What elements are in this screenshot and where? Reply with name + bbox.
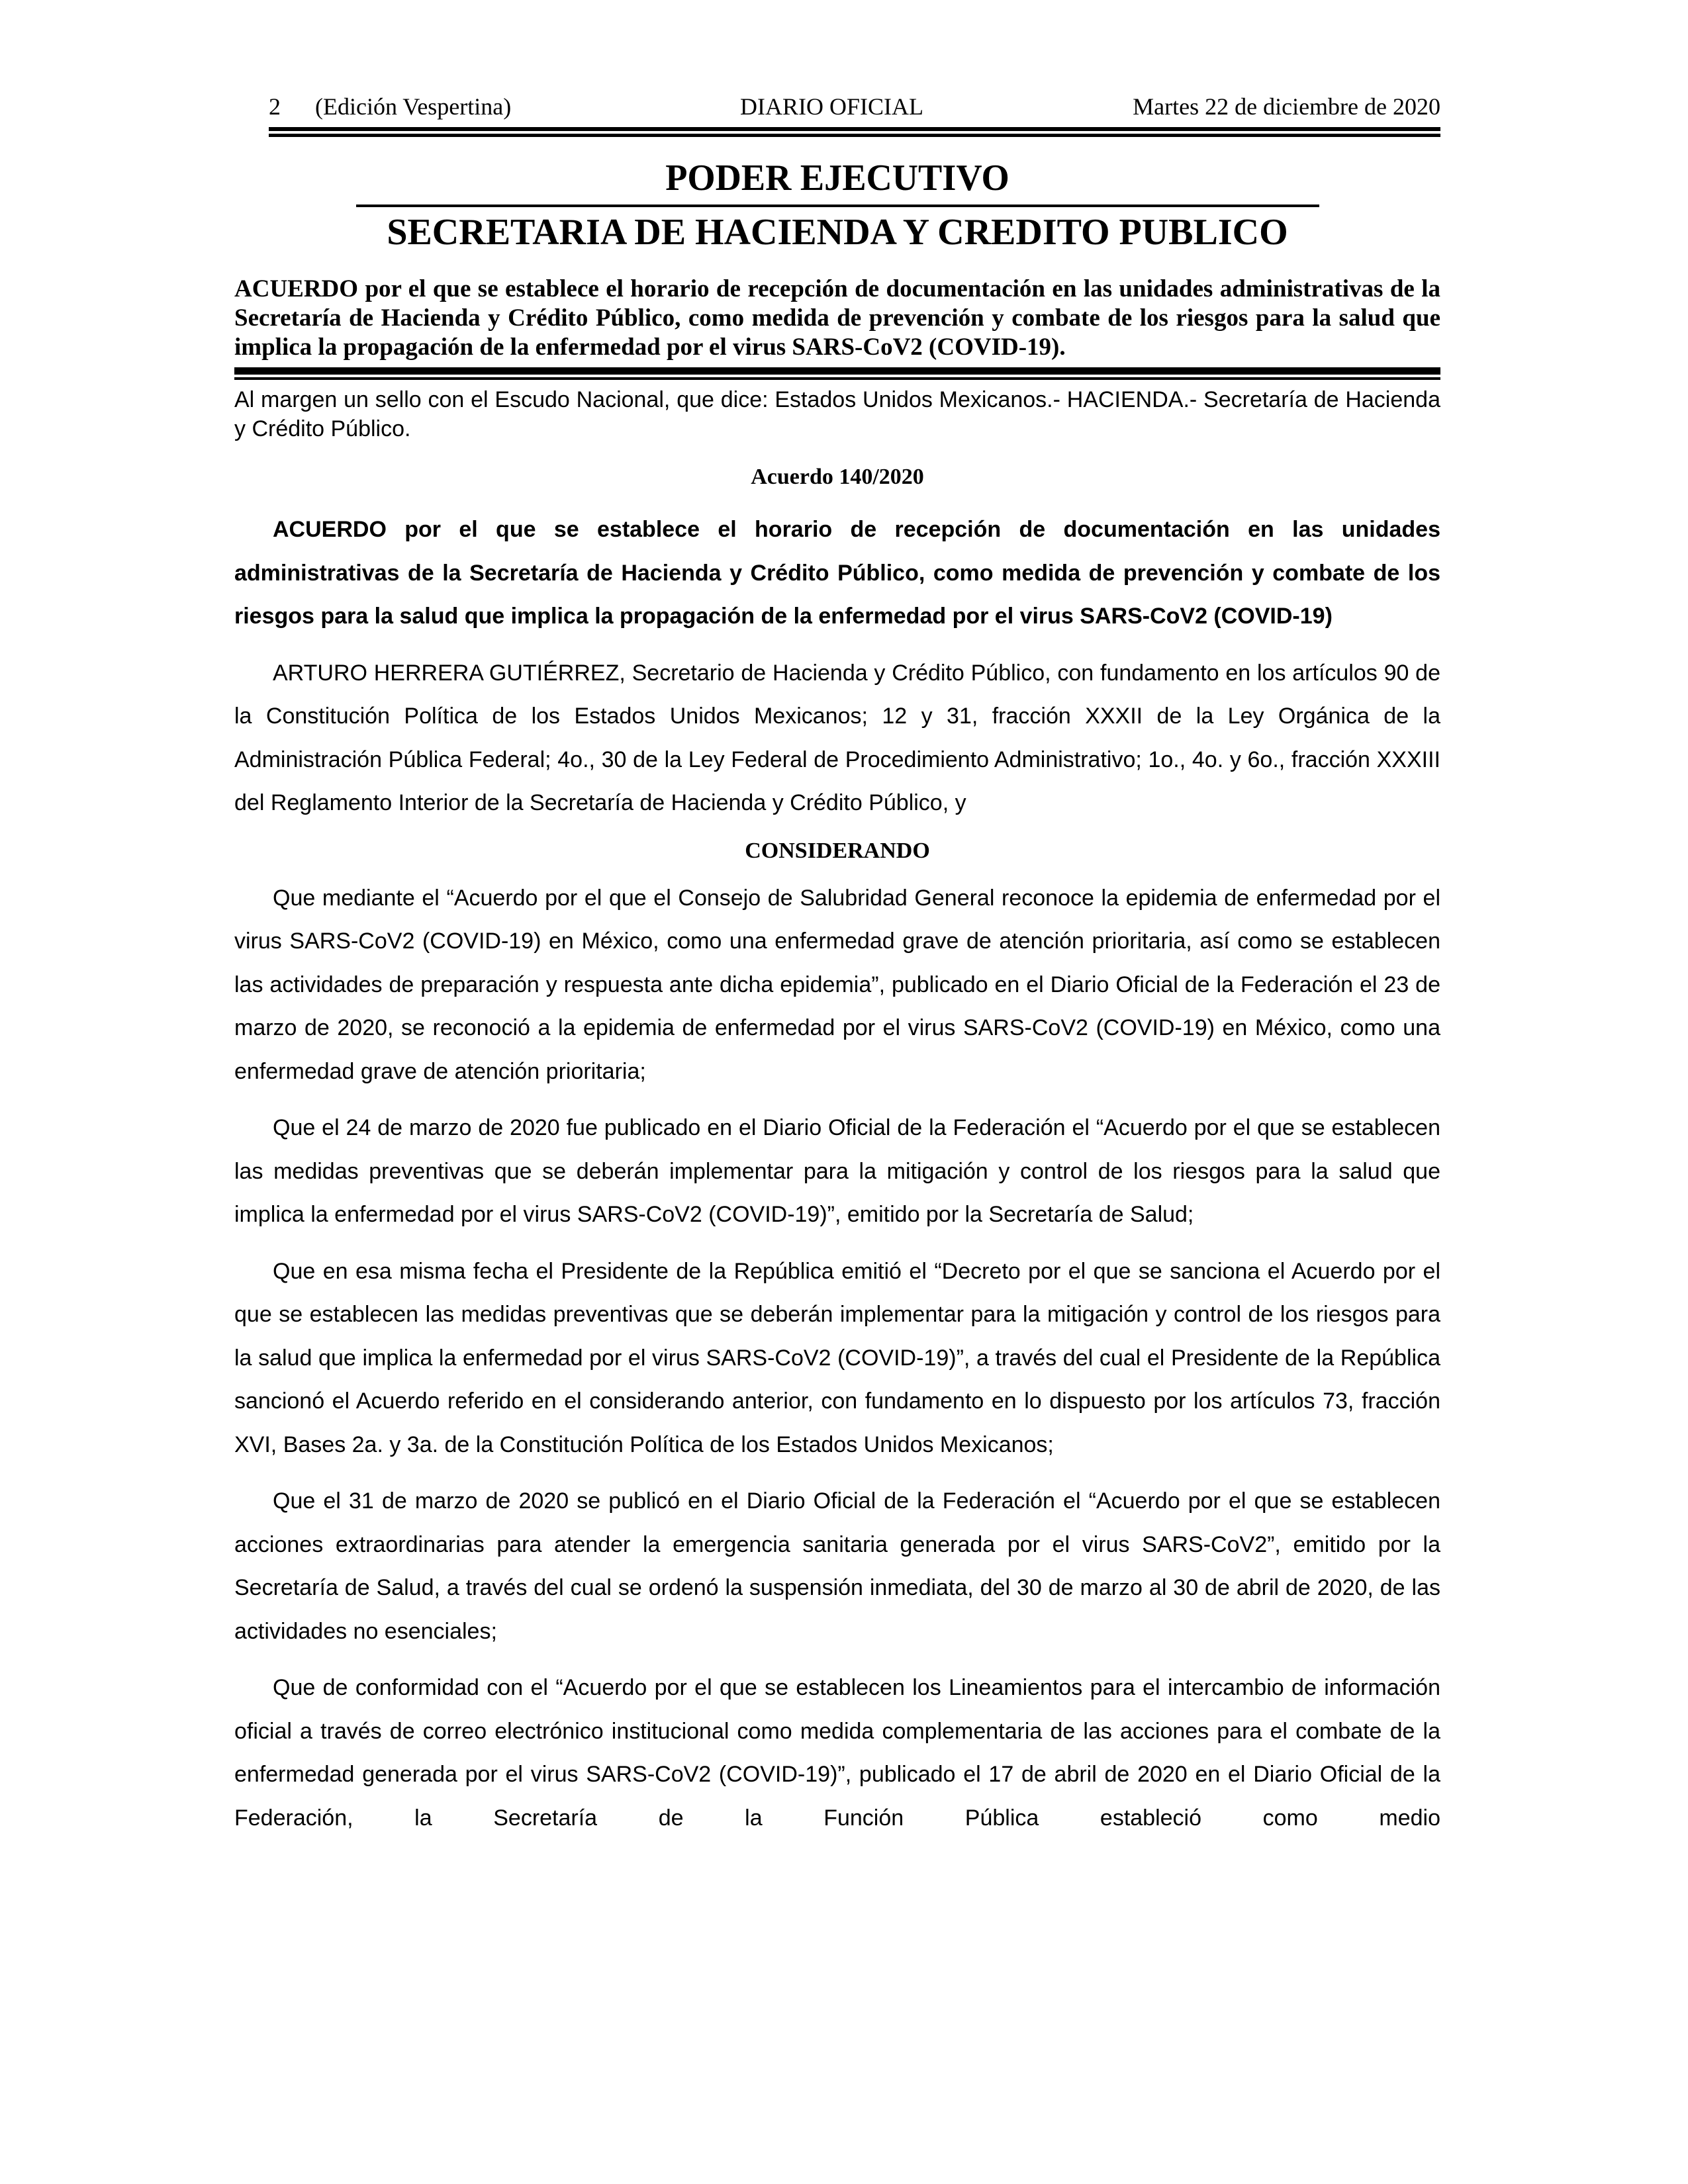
preamble: ARTURO HERRERA GUTIÉRREZ, Secretario de Hacienda y Crédito Público, con fundamento en los artículos 90 de la Constitución Política de los Estados Unidos Mexicanos; 12 y 31, fracción XXXII de la Ley Orgánica de la Administración Pública Federal; 4o., 30 de la Ley Federal de Procedimiento Administrativo; 1o., 4o. y 6o., fracción XXXIII del Reglamento Interior de la Secretaría de Hacienda y Crédito Público, y: [234, 660, 1440, 815]
agreement-number: Acuerdo 140/2020: [751, 465, 924, 489]
running-header: [234, 93, 1440, 127]
branch-heading: PODER EJECUTIVO: [665, 158, 1009, 199]
edition-label: (Edición Vespertina): [315, 93, 512, 120]
page-number: 2: [269, 93, 281, 120]
ministry-heading: SECRETARIA DE HACIENDA Y CREDITO PUBLICO: [387, 212, 1288, 253]
header-double-rule: [269, 127, 1440, 137]
seal-note: Al margen un sello con el Escudo Nacional, que dice: Estados Unidos Mexicanos.- HACIENDA.- Secretaría de Hacienda y Crédito Público.: [234, 387, 1440, 441]
publication-date: Martes 22 de diciembre de 2020: [1133, 93, 1440, 120]
publication-title: DIARIO OFICIAL: [740, 93, 923, 120]
paragraph: Que el 31 de marzo de 2020 se publicó en el Diario Oficial de la Federación el “Acuerdo por el que se establecen acciones extraordinarias para atender la emergencia sanitaria generada por el virus SARS-CoV2”, emitido por la Secretaría de Salud, a través del cual se ordenó la suspensión inmediata, del 30 de marzo al 30 de abril de 2020, de las actividades no esenciales;: [234, 1488, 1440, 1644]
agreement-summary: [234, 275, 1440, 362]
paragraph: Que mediante el “Acuerdo por el que el Consejo de Salubridad General reconoce la epidemia de enfermedad por el virus SARS-CoV2 (COVID-19) en México, como una enfermedad grave de atención prioritaria, así como se establecen las actividades de preparación y respuesta ante dicha epidemia”, publicado en el Diario Oficial de la Federación el 23 de marzo de 2020, se reconoció a la epidemia de enfermedad por el virus SARS-CoV2 (COVID-19) en México, como una enfermedad grave de atención prioritaria;: [234, 885, 1440, 1084]
heading-divider: [356, 205, 1319, 207]
summary-lead: ACUERDO: [234, 275, 359, 302]
paragraph: Que en esa misma fecha el Presidente de la República emitió el “Decreto por el que se sanciona el Acuerdo por el que se establecen las medidas preventivas que se deberán implementar para la mitigación y control de los riesgos para la salud que implica la enfermedad por el virus SARS-CoV2 (COVID-19)”, a través del cual el Presidente de la República sancionó el Acuerdo referido en el considerando anterior, con fundamento en lo dispuesto por los artículos 73, fracción XVI, Bases 2a. y 3a. de la Constitución Política de los Estados Unidos Mexicanos;: [234, 1258, 1440, 1457]
document-page: [234, 93, 1440, 1853]
summary-thin-rule: [234, 377, 1440, 380]
summary-thick-rule: [234, 367, 1440, 375]
paragraph: Que el 24 de marzo de 2020 fue publicado en el Diario Oficial de la Federación el “Acuerdo por el que se establecen las medidas preventivas que se deberán implementar para la mitigación y control de los riesgos para la salud que implica la enfermedad por el virus SARS-CoV2 (COVID-19)”, emitido por la Secretaría de Salud;: [234, 1115, 1440, 1227]
considerando-heading: CONSIDERANDO: [745, 838, 930, 863]
agreement-title: ACUERDO por el que se establece el horario de recepción de documentación en las unidades administrativas de la Secretaría de Hacienda y Crédito Público, como medida de prevención y combate de los riesgos para la salud que implica la propagación de la enfermedad por el virus SARS-CoV2 (COVID-19): [234, 517, 1440, 629]
paragraph: Que de conformidad con el “Acuerdo por el que se establecen los Lineamientos para el intercambio de información oficial a través de correo electrónico institucional como medida complementaria de las acciones para el combate de la enfermedad generada por el virus SARS-CoV2 (COVID-19)”, publicado el 17 de abril de 2020 en el Diario Oficial de la Federación, la Secretaría de la Función Pública estableció como medio: [234, 1675, 1440, 1831]
summary-text: por el que se establece el horario de recepción de documentación en las unidades administrativas de la Secretaría de Hacienda y Crédito Público, como medida de prevención y combate de los riesgos para la salud que implica la propagación de la enfermedad por el virus SARS-CoV2 (COVID-19).: [234, 275, 1440, 361]
